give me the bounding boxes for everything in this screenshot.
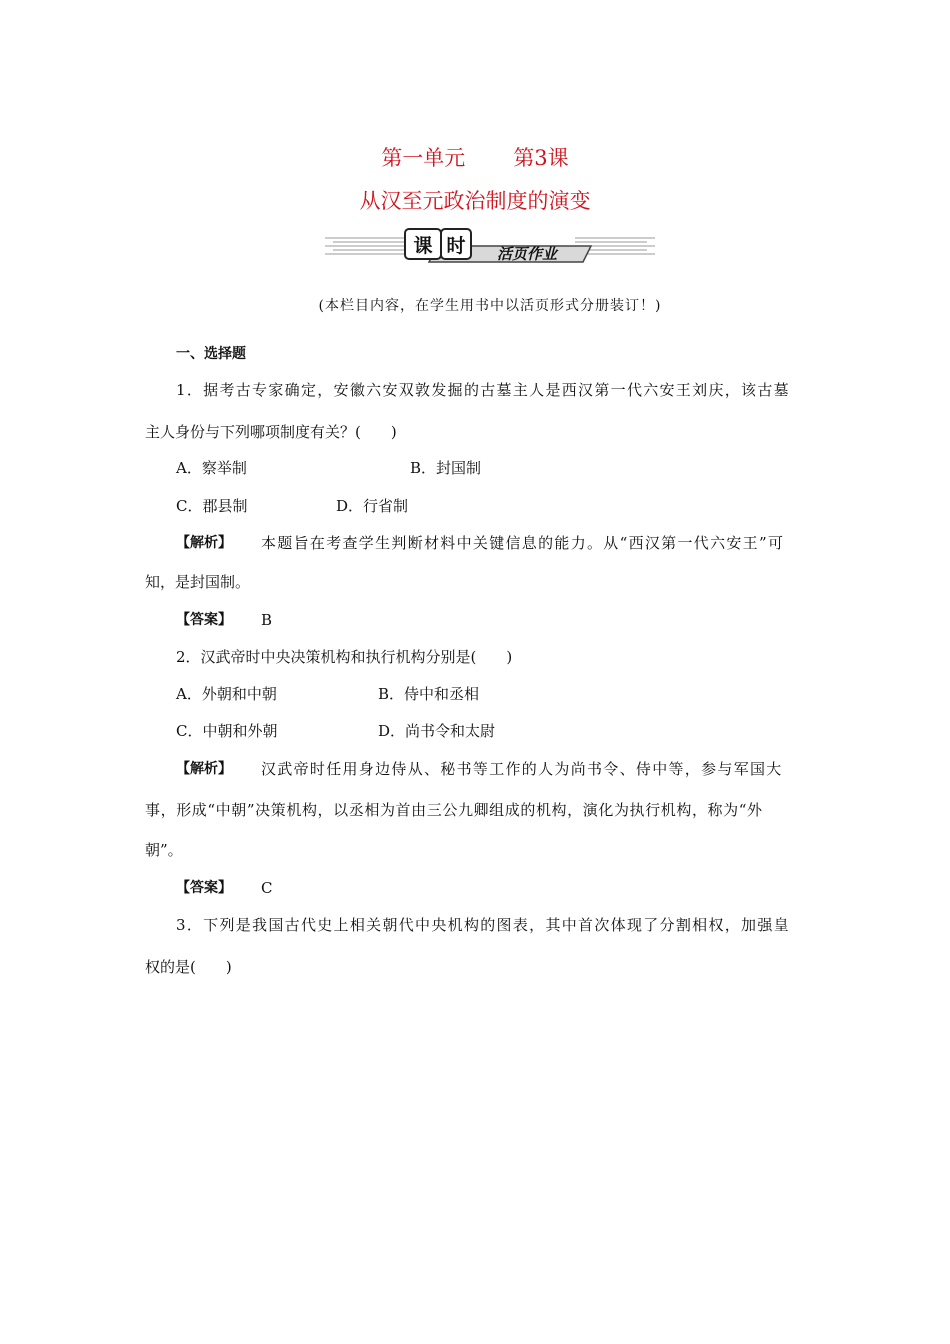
- banner-char-shi: 时: [446, 235, 466, 257]
- q3-stem-line1: 3．下列是我国古代史上相关朝代中央机构的图表，其中首次体现了分割相权，加强皇: [176, 916, 790, 934]
- q1-option-a: A．察举制: [176, 459, 247, 477]
- q1-stem-line1: 1．据考古专家确定，安徽六安双敦发掘的古墓主人是西汉第一代六安王刘庆，该古墓: [176, 381, 790, 399]
- q1-answer-label: 【答案】: [176, 612, 232, 628]
- unit-title: [0, 142, 950, 172]
- q1-option-b: B．封国制: [410, 459, 482, 477]
- q1-answer: B: [261, 611, 273, 629]
- q1-option-d: D．行省制: [336, 497, 409, 515]
- q2-analysis-line3: 朝”。: [145, 841, 183, 859]
- q1-analysis-line2: 知，是封国制。: [145, 573, 251, 591]
- q2-option-d: D．尚书令和太尉: [378, 722, 496, 740]
- section-title: 一、选择题: [176, 346, 246, 362]
- q2-answer-label: 【答案】: [176, 880, 232, 896]
- banner-char-ke: 课: [413, 235, 433, 257]
- q2-option-b: B．侍中和丞相: [378, 685, 480, 703]
- q2-answer: C: [261, 879, 273, 897]
- banner-tag: 活页作业: [496, 245, 558, 263]
- q2-stem-line1: 2．汉武帝时中央决策机构和执行机构分别是( ): [176, 648, 513, 666]
- unit-label: 第一单元: [381, 146, 466, 170]
- binding-note: (本栏目内容，在学生用书中以活页形式分册装订！): [318, 298, 662, 314]
- lesson-subtitle: 从汉至元政治制度的演变: [359, 189, 591, 213]
- q2-analysis-line2: 事，形成“中朝”决策机构，以丞相为首由三公九卿组成的机构，演化为执行机构，称为“外: [145, 801, 763, 819]
- q2-option-a: A．外朝和中朝: [176, 685, 277, 703]
- lesson-label: 第3课: [513, 146, 569, 170]
- q3-stem-line2: 权的是( ): [145, 958, 232, 976]
- q1-stem-line2: 主人身份与下列哪项制度有关？( ): [145, 423, 397, 441]
- q2-option-c: C．中朝和外朝: [176, 722, 278, 740]
- homework-banner: [325, 226, 655, 266]
- q1-analysis-line1: 本题旨在考查学生判断材料中关键信息的能力。从“西汉第一代六安王”可: [261, 534, 785, 552]
- q2-analysis-label: 【解析】: [176, 761, 232, 777]
- q1-option-c: C．郡县制: [176, 497, 248, 515]
- q2-analysis-line1: 汉武帝时任用身边侍从、秘书等工作的人为尚书令、侍中等，参与军国大: [261, 760, 783, 778]
- q1-analysis-label: 【解析】: [176, 535, 232, 551]
